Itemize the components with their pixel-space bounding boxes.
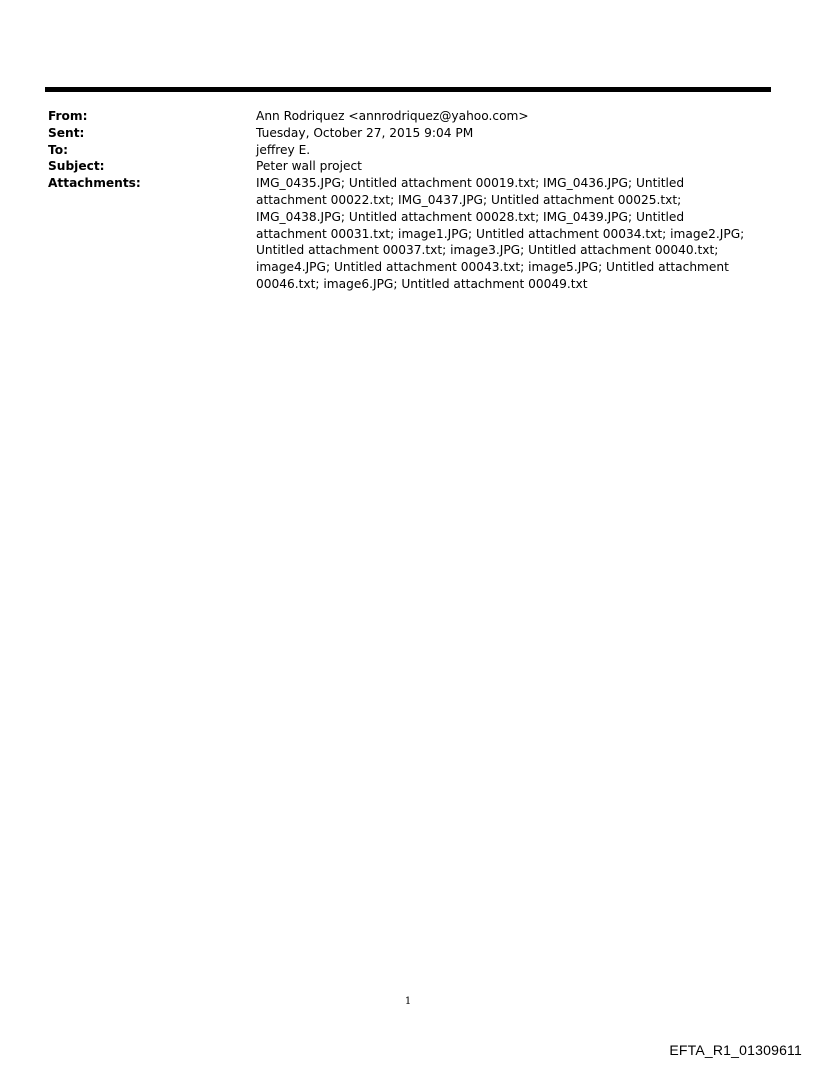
email-header: [48, 108, 748, 293]
page-number: 1: [404, 996, 412, 1007]
bates-number: EFTA_R1_01309611: [669, 1042, 802, 1058]
attachments-row: [48, 175, 748, 293]
from-label: From:: [48, 109, 88, 123]
subject-value: Peter wall project: [256, 159, 362, 174]
attachments-label: Attachments:: [48, 176, 141, 191]
header-divider: [45, 87, 771, 92]
to-value: jeffrey E.: [256, 142, 311, 157]
sent-label: Sent:: [48, 125, 85, 140]
sent-row: [48, 125, 748, 142]
from-row: [48, 108, 748, 125]
attachments-value: IMG_0435.JPG; Untitled attachment 00019.txt; IMG_0436.JPG; Untitled attachment 00022.txt; IMG_0437.JPG; Untitled attachment 00025.txt; IMG_0438.JPG; Untitled attachment 00028.txt; IMG_0439.JPG; Untitled attachment 00031.txt; image1.JPG; Untitled attachment 00034.txt; image2.JPG; Untitled attachment 00037.txt; image3.JPG; Untitled attachment 00040.txt; image4.JPG; Untitled attachment 00043.txt; image5.JPG; Untitled attachment 00046.txt; image6.JPG; Untitled attachment 00049.txt: [256, 176, 745, 291]
subject-row: [48, 158, 748, 175]
sent-value: Tuesday, October 27, 2015 9:04 PM: [256, 125, 474, 140]
from-value: Ann Rodriquez <annrodriquez@yahoo.com>: [256, 109, 529, 123]
subject-label: Subject:: [48, 159, 105, 174]
to-row: [48, 142, 748, 159]
to-label: To:: [48, 142, 68, 157]
